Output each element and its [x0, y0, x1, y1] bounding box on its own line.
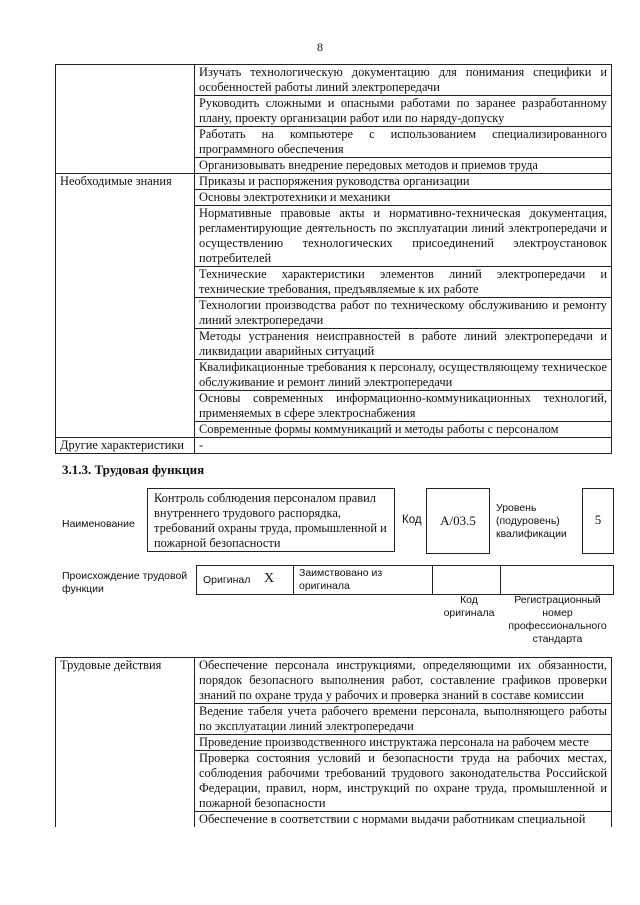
row-text: Работать на компьютере с использованием специализированного программного обеспечения — [195, 127, 612, 158]
reg-number-caption: Регистрационный номер профессионального стандарта — [508, 594, 607, 645]
code-origin-caption: Код оригинала — [443, 594, 495, 619]
row-text: Технические характеристики элементов линий электропередачи и технические требования, предъявляемые к их работе — [195, 267, 612, 298]
row-text: Приказы и распоряжения руководства организации — [195, 174, 612, 190]
row-text: Основы современных информационно-коммуникационных технологий, применяемых в сфере электроснабжения — [195, 391, 612, 422]
code-value: A/03.5 — [440, 513, 476, 528]
row-text: Ведение табеля учета рабочего времени персонала, выполняющего работы по эксплуатации линий электропередачи — [195, 704, 612, 735]
original-mark: X — [264, 571, 275, 586]
row-text: Проведение производственного инструктажа персонала на рабочем месте — [195, 735, 612, 751]
level-box — [582, 488, 614, 554]
page-number: 8 — [317, 40, 323, 54]
skills-knowledge-table — [55, 64, 612, 454]
row-text: Технологии производства работ по техническому обслуживанию и ремонту линий электропередачи — [195, 298, 612, 329]
row-text: Современные формы коммуникаций и методы работы с персоналом — [195, 422, 612, 438]
borrowed-label: Заимствовано из оригинала — [299, 567, 383, 592]
row-text: Методы устранения неисправностей в работе линий электропередачи и ликвидации аварийных ситуаций — [195, 329, 612, 360]
row-text: Обеспечение персонала инструкциями, определяющими их обязанности, порядок безопасного выполнения работ, составление графиков проверки знаний по охране труда у рабочих и проверка знаний в составе комиссии — [195, 658, 612, 704]
table-row — [56, 438, 612, 454]
level-label: Уровень (подуровень) квалификации — [496, 502, 567, 540]
original-label: Оригинал — [203, 574, 251, 586]
table-row — [56, 174, 612, 190]
row-text: Основы электротехники и механики — [195, 190, 612, 206]
row-text: Изучать технологическую документацию для понимания специфики и особенностей работы линий электропередачи — [195, 65, 612, 96]
row-label — [56, 65, 195, 174]
level-value: 5 — [594, 512, 602, 527]
row-text: Руководить сложными и опасными работами по заранее разработанному плану, проекту организации работ или по наряду-допуску — [195, 96, 612, 127]
name-label: Наименование — [62, 518, 135, 530]
code-label: Код — [402, 514, 422, 526]
labor-actions-table — [55, 657, 612, 827]
row-label: Другие характеристики — [56, 438, 195, 454]
row-label: Необходимые знания — [56, 174, 195, 438]
row-text: Проверка состояния условий и безопасности труда на рабочих местах, соблюдения рабочими требований трудового законодательства Российской Федерации, правил, норм, инструкций по охране труда, промышленной и пожарной безопасности — [195, 751, 612, 812]
section-title: 3.1.3. Трудовая функция — [62, 462, 205, 477]
row-text: Квалификационные требования к персоналу, осуществляющему техническое обслуживание и ремонт линий электропередачи — [195, 360, 612, 391]
row-text: Нормативные правовые акты и нормативно-техническая документация, регламентирующие деятельность по эксплуатации линий электропередачи и осуществлению технологических присоединений электроустановок потребителей — [195, 206, 612, 267]
row-text: Организовывать внедрение передовых методов и приемов труда — [195, 158, 612, 174]
function-name-box: Контроль соблюдения персоналом правил внутреннего трудового распорядка, требований охраны труда, промышленной и пожарной безопасности — [147, 488, 395, 552]
origin-label: Происхождение трудовой функции — [62, 570, 188, 595]
code-box — [426, 488, 490, 554]
row-label: Трудовые действия — [56, 658, 195, 828]
row-text: Обеспечение в соответствии с нормами выдачи работникам специальной — [195, 812, 612, 828]
origin-box — [196, 565, 614, 595]
table-row — [56, 658, 612, 704]
table-row — [56, 65, 612, 96]
row-text: - — [195, 438, 612, 454]
